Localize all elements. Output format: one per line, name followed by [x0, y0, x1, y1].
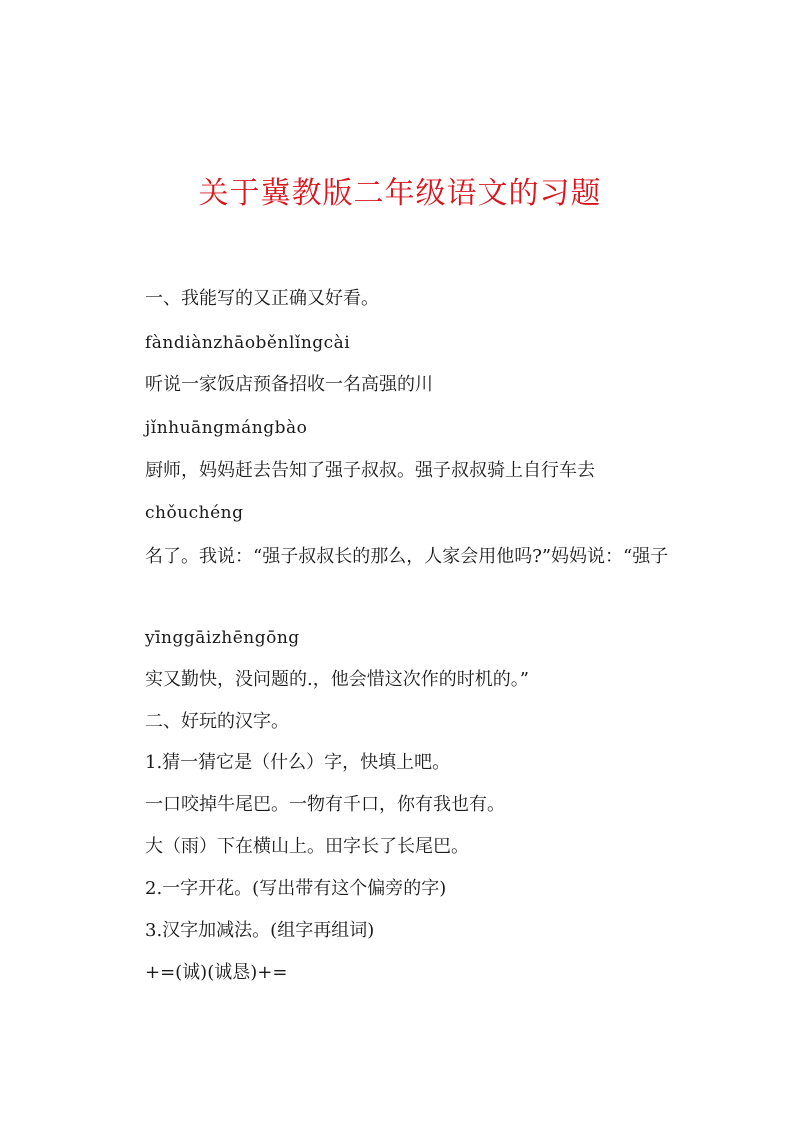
- question-3: 3.汉字加减法。(组字再组词): [145, 920, 375, 941]
- pinyin-line: chǒuchéng: [145, 503, 244, 523]
- question-2: 2.一字开花。(写出带有这个偏旁的字): [145, 878, 447, 899]
- pinyin-line: jǐnhuāngmángbào: [145, 418, 308, 438]
- text-line-wrapped: 名了。我说：“强子叔叔长的那么，人家会用他吗?”妈妈说：“强子: [145, 546, 669, 567]
- pinyin-line: yīnggāizhēngōng: [145, 628, 300, 648]
- text-line: 厨师，妈妈赶去告知了强子叔叔。强子叔叔骑上自行车去: [145, 460, 595, 481]
- section-heading-1: 一、我能写的又正确又好看。: [145, 288, 379, 309]
- equation-line: +=(诚)(诚恳)+=: [145, 962, 288, 983]
- question-1: 1.猜一猜它是（什么）字，快填上吧。: [145, 752, 451, 773]
- pinyin-line: fàndiànzhāoběnlǐngcài: [145, 333, 351, 353]
- riddle-line: 大（雨）下在横山上。田字长了长尾巴。: [145, 836, 469, 857]
- text-line: 听说一家饭店预备招收一名高强的川: [145, 374, 433, 395]
- text-line: 实又勤快，没问题的.，他会惜这次作的时机的。”: [145, 669, 529, 690]
- section-heading-2: 二、好玩的汉字。: [145, 711, 289, 732]
- riddle-line: 一口咬掉牛尾巴。一物有千口，你有我也有。: [145, 794, 505, 815]
- document-title: 关于冀教版二年级语文的习题: [198, 176, 602, 211]
